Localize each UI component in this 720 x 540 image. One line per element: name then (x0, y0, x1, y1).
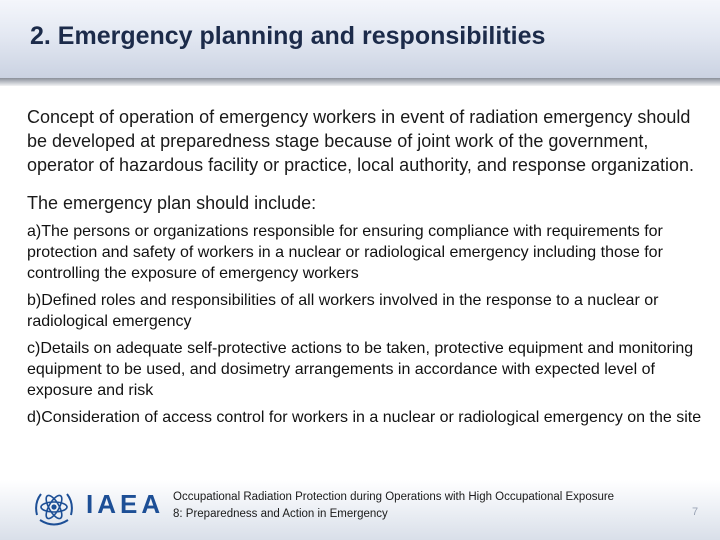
plan-item-a: a)The persons or organizations responsible for ensuring compliance with requirements for protection and safety of workers in a nuclear or radiological emergency including those for controlling the exposure of emergency workers (27, 223, 663, 282)
plan-heading: The emergency plan should include: (27, 193, 317, 213)
slide-body (27, 105, 707, 434)
header-divider (0, 78, 720, 86)
intro-paragraph: Concept of operation of emergency workers in event of radiation emergency should be developed at preparedness stage because of joint work of the government, operator of hazardous facility or practice, local authority, and response organization. (27, 107, 695, 175)
plan-item-d: d)Consideration of access control for workers in a nuclear or radiological emergency on the site (27, 409, 702, 426)
footer-module-title: 8: Preparedness and Action in Emergency (173, 508, 388, 520)
iaea-atom-icon (31, 485, 77, 531)
footer-caption (173, 489, 653, 523)
slide-title: 2. Emergency planning and responsibilities (30, 22, 546, 50)
footer-course-title: Occupational Radiation Protection during Operations with High Occupational Exposure (173, 491, 615, 503)
plan-item-c: c)Details on adequate self-protective actions to be taken, protective equipment and monitoring equipment to be used, and dosimetry arrangements in accordance with expected level of exposure and risk (27, 340, 694, 399)
iaea-logo-text: IAEA (86, 489, 165, 519)
plan-item-b: b)Defined roles and responsibilities of all workers involved in the response to a nuclear or radiological emergency (27, 292, 659, 330)
plan-list (27, 221, 707, 428)
page-number: 7 (692, 506, 699, 518)
